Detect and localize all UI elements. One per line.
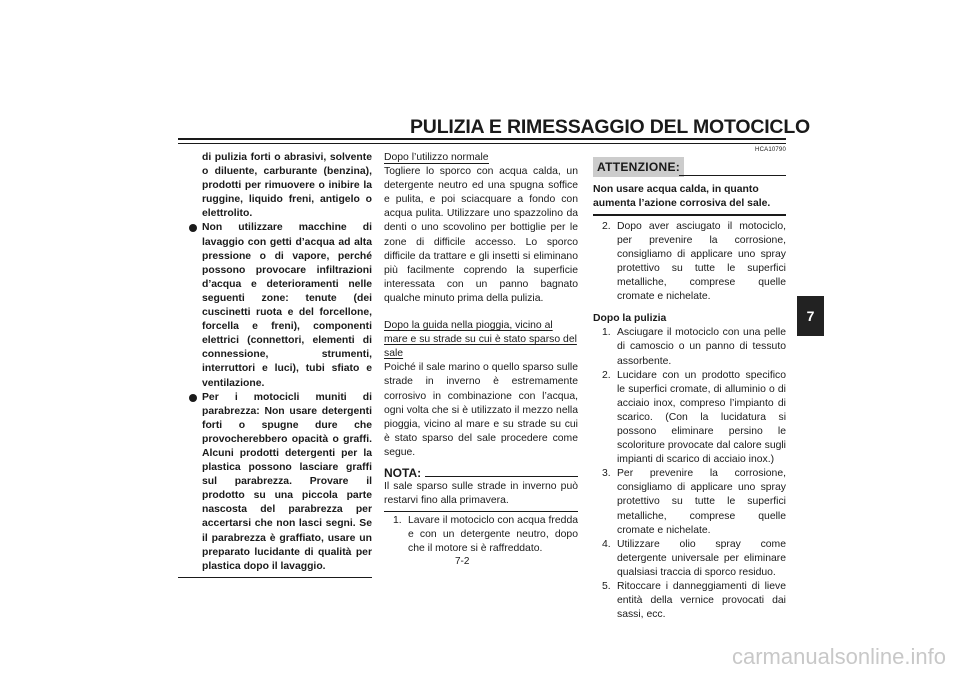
attention-rule (679, 175, 786, 176)
attention-code: HCA10790 (755, 147, 786, 153)
step-text: Per prevenire la corrosione, consigliamo di applicare uno spray protettivo su tutte le superfici metalliche, comprese quelle cromate e nichelate. (617, 468, 786, 536)
section-heading-normal-use: Dopo l’utilizzo normale (384, 152, 489, 163)
step-number: 4. (602, 538, 611, 550)
section-heading-after-cleaning: Dopo la pulizia (593, 313, 667, 325)
warning-intro-text: di pulizia forti o abrasivi, solvente o diluente, carburante (benzina), prodotti per rimuovere o inibire la ruggine, liquido freni, antigelo o elettrolito. (202, 152, 372, 220)
bullet-icon (189, 224, 197, 232)
note-header (384, 466, 578, 480)
step-number: 3. (602, 468, 611, 480)
paragraph-rain-sea: Poiché il sale marino o quello sparso sulle strade in inverno è estremamente corrosivo in combinazione con l’acqua, ogni volta che si è utilizzato il mezzo nella pioggia, vicino al mare e su strade su cui è stato sparso del sale procedere come segue. (384, 362, 578, 458)
list-item (593, 326, 786, 368)
header-rule-thin (178, 143, 786, 144)
step-number: 1. (393, 515, 402, 527)
page-number: 7-2 (455, 556, 470, 567)
note-label: NOTA: (384, 465, 422, 480)
step-number: 1. (602, 327, 611, 339)
step-text: Asciugare il motociclo con una pelle di camoscio o un panno di tessuto assorbente. (617, 327, 786, 367)
note-text: Il sale sparso sulle strade in inverno può restarvi fino alla primavera. (384, 480, 578, 507)
list-item (593, 538, 786, 580)
section-heading-rain-sea: Dopo la guida nella pioggia, vicino al mare e su strade su cui è stato sparso del sale (384, 320, 577, 360)
step-text: Ritoccare i danneggiamenti di lieve entità della vernice provocati dai sassi, ecc. (617, 581, 786, 621)
chapter-tab[interactable]: 7 (797, 296, 824, 336)
bullet-icon (189, 394, 197, 402)
step-text: Dopo aver asciugato il motociclo, per prevenire la corrosione, consigliamo di applicare uno spray protettivo su tutte le superfici metalliche, comprese quelle cromate e nichelate. (617, 220, 786, 303)
step-number: 2. (602, 369, 611, 381)
list-item (593, 369, 786, 468)
note-end-rule (384, 511, 578, 512)
step-number: 5. (602, 581, 611, 593)
attention-text: Non usare acqua calda, in quanto aumenta l’azione corrosiva del sale. (593, 184, 771, 210)
warning-end-rule (178, 577, 372, 579)
list-item (384, 514, 578, 556)
header-rule (178, 138, 786, 140)
list-item (593, 220, 786, 305)
column-middle (384, 151, 578, 556)
column-right (593, 147, 786, 622)
note-rule (425, 476, 578, 477)
attention-header (593, 147, 786, 179)
step-text: Lavare il motociclo con acqua fredda e con un detergente neutro, dopo che il motore si è raffreddato. (408, 515, 578, 555)
paragraph-normal-use: Togliere lo sporco con acqua calda, un detergente neutro ed una spugna soffice e pulita, e poi sciacquare a fondo con acqua pulita. Utilizzare uno spazzolino da denti o uno scovolino per bottiglie per le zone di difficile accesso. Lo sporco difficile da trattare e gli insetti si eliminano più facilmente coprendo la superficie interessata con un panno bagnato qualche minuto prima della pulizia. (384, 166, 578, 304)
attention-label: ATTENZIONE: (593, 157, 684, 177)
bullet-text: Non utilizzare macchine di lavaggio con getti d’acqua ad alta pressione o di vapore, perché possono provocare infiltrazioni d’acqua e deterioramenti nelle seguenti zone: tenute (dei cuscinetti ruota e del forcellone, forcella e freni), componenti elettrici (connettori, elementi di connessione, strumenti, interruttori e luci), tubi sfiato e ventilazione. (202, 222, 372, 389)
list-item (178, 221, 372, 390)
watermark: carmanualsonline.info (731, 644, 946, 669)
step-text: Utilizzare olio spray come detergente universale per eliminare qualsiasi traccia di sporco residuo. (617, 538, 786, 578)
column-left (178, 151, 372, 578)
page-title: PULIZIA E RIMESSAGGIO DEL MOTOCICLO (410, 116, 810, 138)
list-item (593, 580, 786, 622)
step-text: Lucidare con un prodotto specifico le superfici cromate, di alluminio o di acciaio inox, compreso l’impianto di scarico. (Con la lucidatura si possono eliminare persino le scoloriture provocate dal calore sugli impianti di scarico di acciaio inox.) (617, 369, 786, 466)
bullet-text: Per i motocicli muniti di parabrezza: Non usare detergenti forti o spugne dure che provocherebbero opacità o graffi. Alcuni prodotti detergenti per la plastica possono lasciare graffi sul parabrezza. Provare il prodotto su una piccola parte nascosta del parabrezza per accertarsi che non lasci segni. Se il parabrezza è graffiato, usare un preparato lucidante di qualità per plastica dopo il lavaggio. (202, 391, 372, 572)
attention-end-rule (593, 214, 786, 216)
list-item (178, 391, 372, 574)
list-item (593, 467, 786, 537)
step-number: 2. (602, 220, 611, 232)
